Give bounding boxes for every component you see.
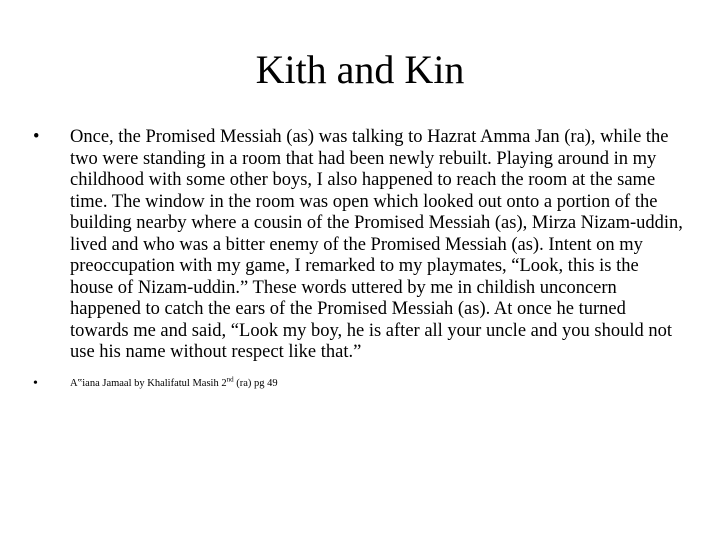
bullet-text: Once, the Promised Messiah (as) was talking to Hazrat Amma Jan (ra), while the two were standing in a room that had been newly rebuilt. Playing around in my childhood with some other boys, I also happened to reach the room at the same time. The window in the room was open which looked out onto a portion of the building nearby where a cousin of the Promised Messiah (as), Mirza Nizam-uddin, lived and who was a bitter enemy of the Promised Messiah (as). Intent on my preoccupation with my game, I remarked to my playmates, “Look, this is the house of Nizam-uddin.” These words uttered by me in childish unconcern happened to catch the ears of the Promised Messiah (as). At once he turned towards me and said, “Look my boy, he is after all your uncle and you should not use his name without respect like that.” [70,127,683,362]
bullet-item-anecdote [33,127,683,364]
source-text-before: A‟iana Jamaal by Khalifatul Masih 2 [70,377,227,389]
source-citation [70,375,278,389]
source-text-after: (ra) pg 49 [233,377,278,389]
bullet-list [33,127,683,391]
slide-title: Kith and Kin [255,47,465,92]
bullet-item-source [33,377,683,391]
source-superscript: nd [226,375,234,383]
bullet-marker: • [33,127,40,147]
bullet-marker: • [33,375,38,391]
